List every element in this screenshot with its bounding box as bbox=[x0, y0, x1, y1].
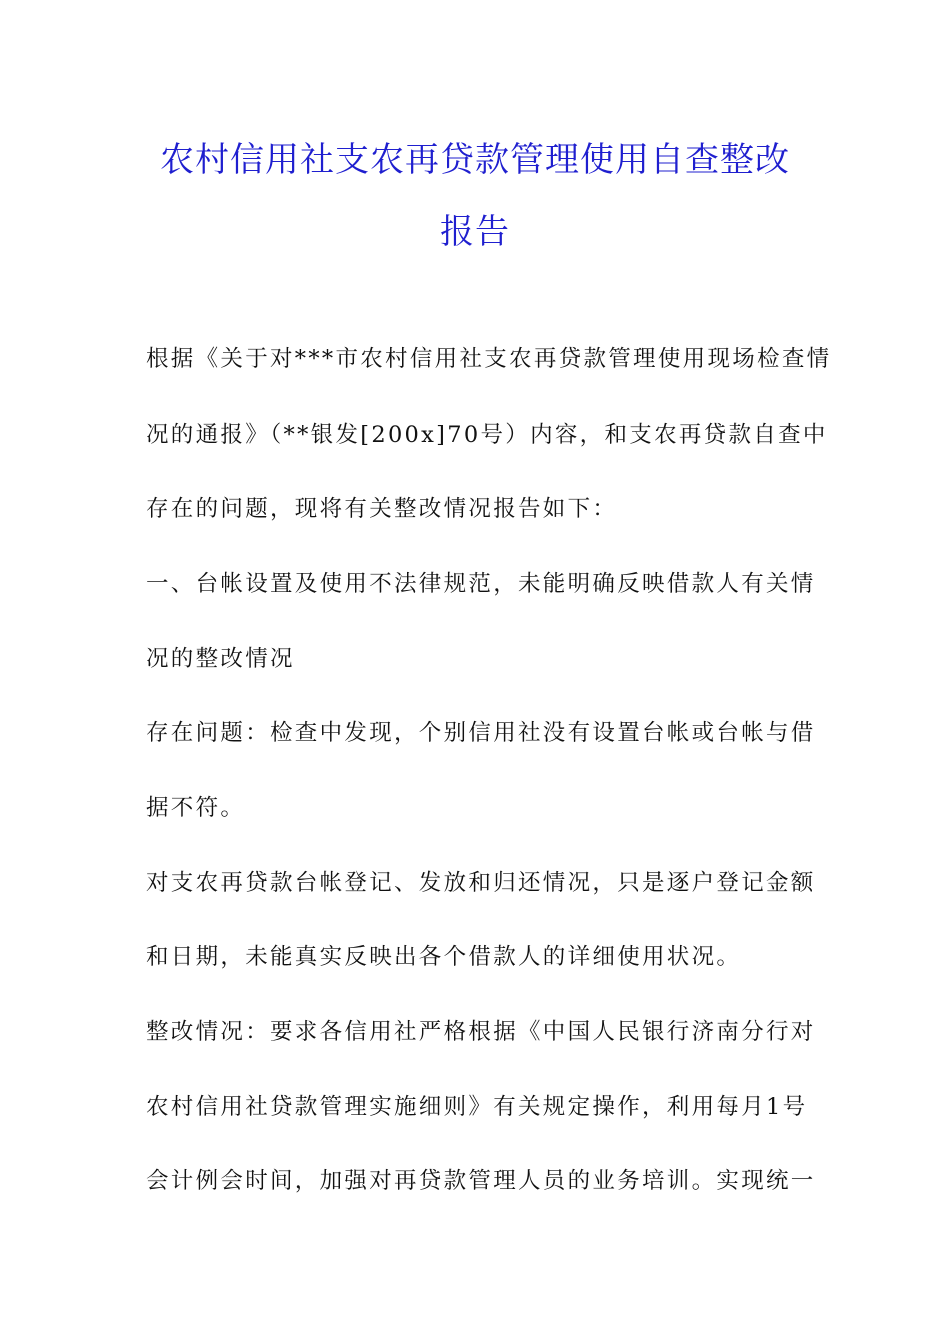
body-line: 根据《关于对***市农村信用社支农再贷款管理使用现场检查情 bbox=[146, 346, 832, 372]
body-line: 存在问题：检查中发现，个别信用社没有设置台帐或台帐与借 bbox=[146, 720, 816, 746]
document-title-line-1: 农村信用社支农再贷款管理使用自查整改 bbox=[160, 140, 790, 180]
body-line: 对支农再贷款台帐登记、发放和归还情况，只是逐户登记金额 bbox=[146, 870, 816, 896]
body-line: 据不符。 bbox=[146, 795, 246, 821]
section-heading: 况的整改情况 bbox=[146, 646, 295, 672]
body-line: 整改情况：要求各信用社严格根据《中国人民银行济南分行对 bbox=[146, 1019, 816, 1045]
body-line: 存在的问题，现将有关整改情况报告如下： bbox=[146, 496, 618, 522]
section-heading: 一、台帐设置及使用不法律规范，未能明确反映借款人有关情 bbox=[146, 571, 816, 597]
document-title-line-2: 报告 bbox=[440, 212, 510, 252]
body-line: 况的通报》（**银发[200x]70号）内容，和支农再贷款自查中 bbox=[146, 422, 828, 448]
body-line: 会计例会时间，加强对再贷款管理人员的业务培训。实现统一 bbox=[146, 1168, 816, 1194]
body-line: 和日期，未能真实反映出各个借款人的详细使用状况。 bbox=[146, 944, 742, 970]
body-line: 农村信用社贷款管理实施细则》有关规定操作，利用每月1号 bbox=[146, 1094, 808, 1120]
